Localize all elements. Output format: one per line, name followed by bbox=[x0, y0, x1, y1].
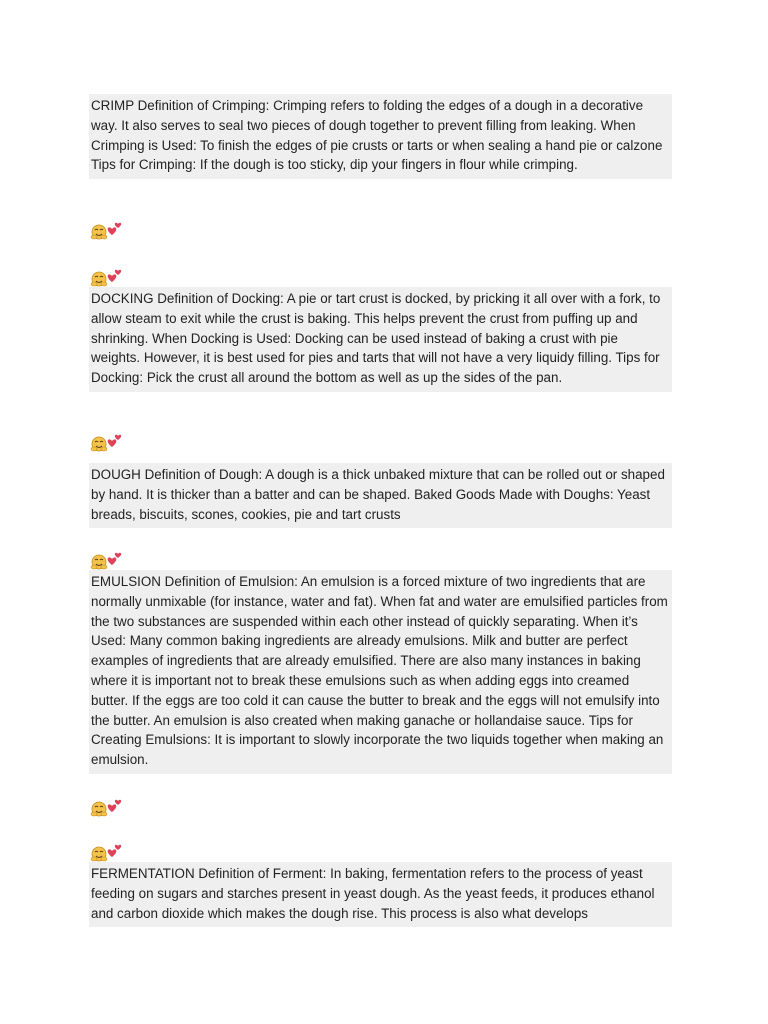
hugging-face-hearts-icon bbox=[90, 797, 126, 817]
hugging-face-hearts-icon bbox=[90, 267, 126, 287]
hugging-face-hearts-icon bbox=[90, 842, 126, 862]
paragraph-emulsion: EMULSION Definition of Emulsion: An emulsion is a forced mixture of two ingredients that are normally unmixable (for instance, water and fat). When fat and water are emulsified particles from the two substances are suspended within each other instead of quickly separating. When it’s Used: Many common baking ingredients are already emulsions. Milk and butter are perfect examples of ingredients that are already emulsified. There are also many instances in baking where it is important not to break these emulsions such as when adding eggs into creamed butter. If the eggs are too cold it can cause the butter to break and the eggs will not emulsify into the butter. An emulsion is also created when making ganache or hollandaise sauce. Tips for Creating Emulsions: It is important to slowly incorporate the two liquids together when making an emulsion. bbox=[89, 570, 672, 774]
paragraph-crimp: CRIMP Definition of Crimping: Crimping refers to folding the edges of a dough in a decorative way. It also serves to seal two pieces of dough together to prevent filling from leaking. When Crimping is Used: To finish the edges of pie crusts or tarts or when sealing a hand pie or calzone Tips for Crimping: If the dough is too sticky, dip your fingers in flour while crimping. bbox=[89, 94, 672, 179]
hugging-face-hearts-icon bbox=[90, 550, 126, 570]
paragraph-docking: DOCKING Definition of Docking: A pie or tart crust is docked, by pricking it all over with a fork, to allow steam to exit while the crust is baking. This helps prevent the crust from puffing up and shrinking. When Docking is Used: Docking can be used instead of baking a crust with pie weights. However, it is best used for pies and tarts that will not have a very liquidy filling. Tips for Docking: Pick the crust all around the bottom as well as up the sides of the pan. bbox=[89, 287, 672, 392]
hugging-face-hearts-icon bbox=[90, 432, 126, 452]
hugging-face-hearts-icon bbox=[90, 220, 126, 240]
paragraph-fermentation: FERMENTATION Definition of Ferment: In baking, fermentation refers to the process of yeast feeding on sugars and starches present in yeast dough. As the yeast feeds, it produces ethanol and carbon dioxide which makes the dough rise. This process is also what develops bbox=[89, 862, 672, 927]
paragraph-dough: DOUGH Definition of Dough: A dough is a thick unbaked mixture that can be rolled out or shaped by hand. It is thicker than a batter and can be shaped. Baked Goods Made with Doughs: Yeast breads, biscuits, scones, cookies, pie and tart crusts bbox=[89, 463, 672, 528]
